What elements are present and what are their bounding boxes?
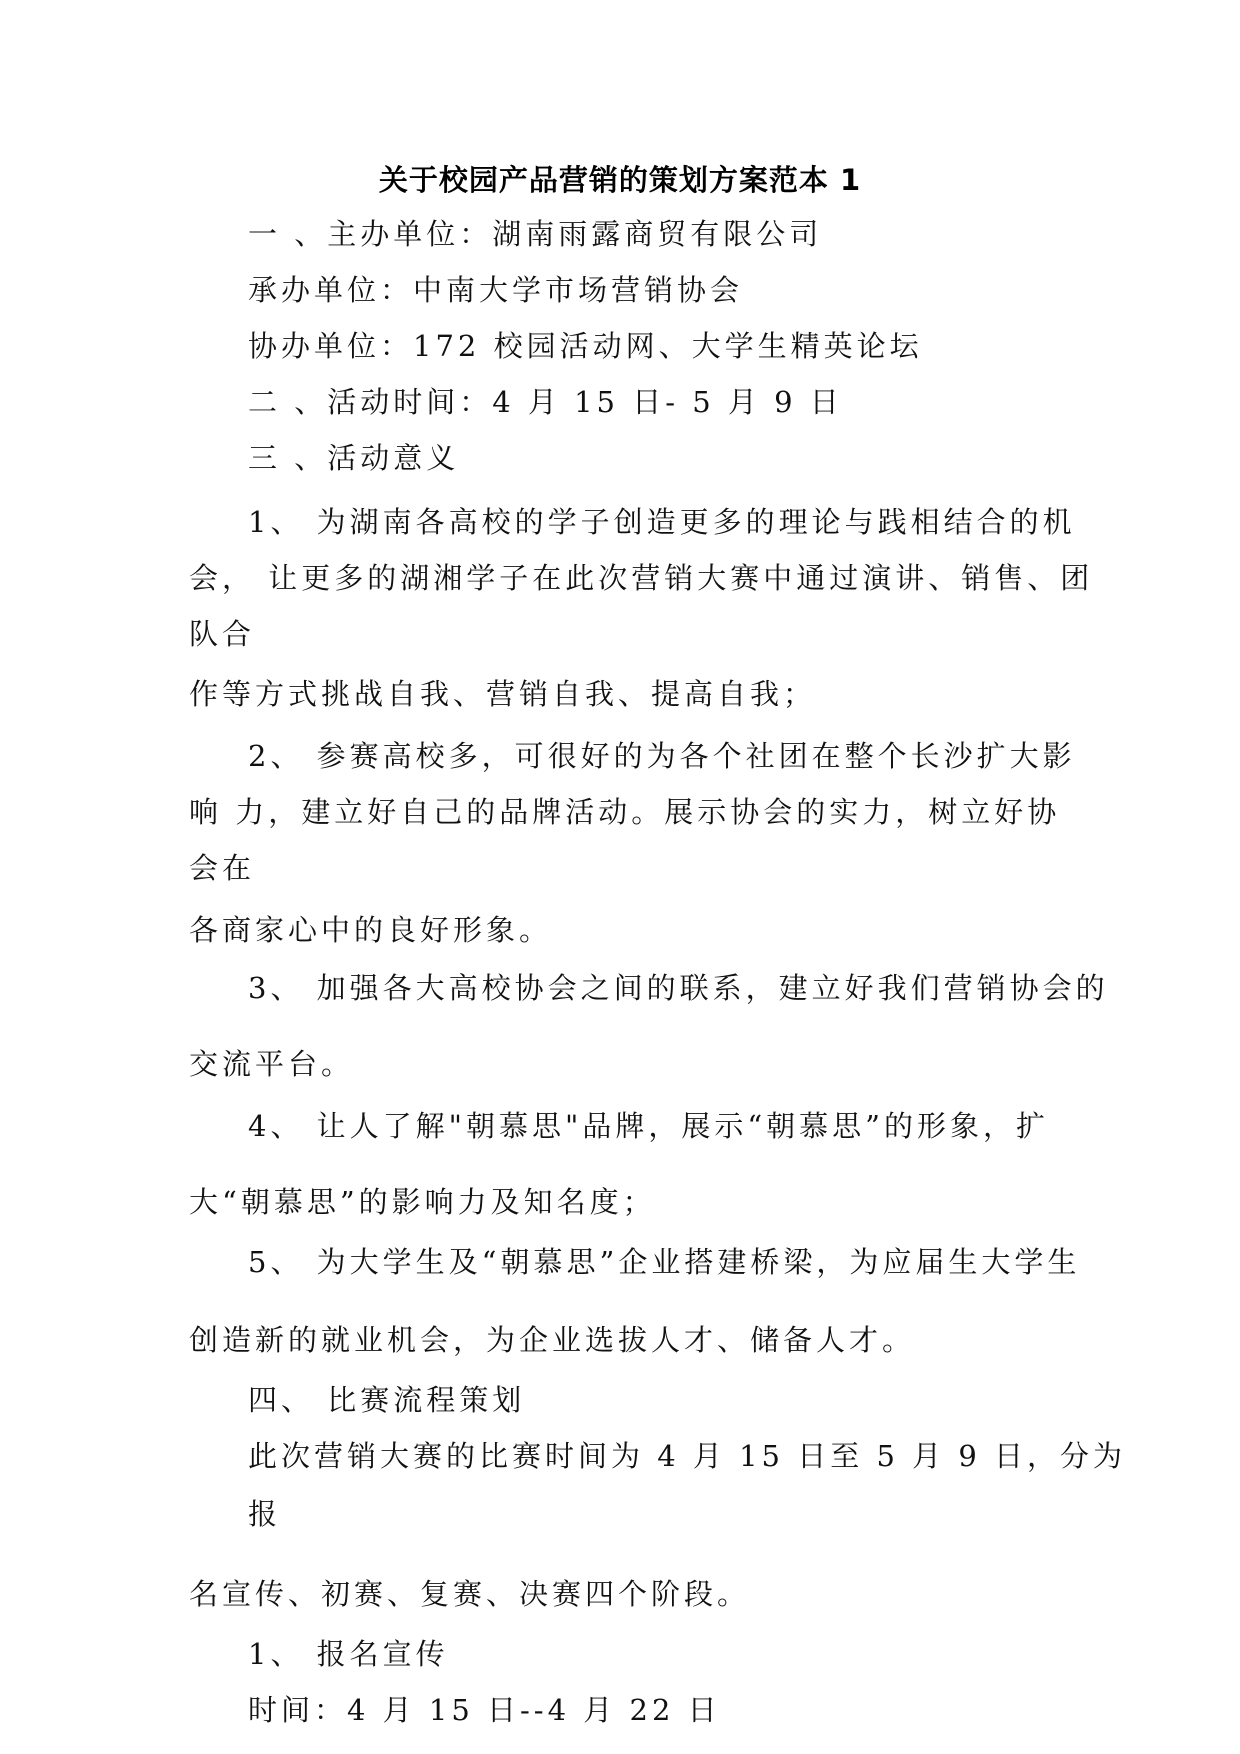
paragraph-line-organizer: 一 、主办单位：湖南雨露商贸有限公司 [248, 217, 823, 251]
paragraph-line: 响 力，建立好自己的品牌活动。展示协会的实力，树立好协 [189, 795, 1061, 829]
paragraph-line: 创造新的就业机会，为企业选拔人才、储备人才。 [189, 1323, 916, 1357]
paragraph-line: 5、 为大学生及“朝慕思”企业搭建桥梁，为应届生大学生 [248, 1245, 1081, 1279]
paragraph-line: 会在 [189, 851, 256, 885]
section-heading-competition-process: 四、 比赛流程策划 [248, 1383, 526, 1417]
paragraph-line-activity-time: 二 、活动时间：4 月 15 日- 5 月 9 日 [248, 385, 843, 419]
paragraph-line: 会， 让更多的湖湘学子在此次营销大赛中通过演讲、销售、团 [189, 561, 1094, 595]
paragraph-line-registration-time: 时间：4 月 15 日--4 月 22 日 [248, 1693, 721, 1727]
paragraph-line: 4、 让人了解"朝慕思"品牌，展示“朝慕思”的形象，扩 [248, 1109, 1049, 1143]
paragraph-line: 各商家心中的良好形象。 [189, 913, 553, 947]
paragraph-line: 队合 [189, 617, 256, 651]
paragraph-line: 名宣传、初赛、复赛、决赛四个阶段。 [189, 1577, 751, 1611]
paragraph-line: 此次营销大赛的比赛时间为 4 月 15 日至 5 月 9 日，分为 [248, 1439, 1127, 1473]
subsection-heading-registration: 1、 报名宣传 [248, 1637, 449, 1671]
paragraph-line: 3、 加强各大高校协会之间的联系，建立好我们营销协会的 [248, 971, 1109, 1005]
paragraph-line: 报 [248, 1497, 282, 1531]
document-title: 关于校园产品营销的策划方案范本 1 [378, 163, 862, 197]
paragraph-line: 1、 为湖南各高校的学子创造更多的理论与践相结合的机 [248, 505, 1076, 539]
paragraph-line: 大“朝慕思”的影响力及知名度； [189, 1185, 656, 1219]
paragraph-line: 作等方式挑战自我、营销自我、提高自我； [189, 677, 817, 711]
section-heading-significance: 三 、活动意义 [248, 441, 460, 475]
paragraph-line-co-organizer: 协办单位：172 校园活动网、大学生精英论坛 [248, 329, 923, 363]
paragraph-line: 2、 参赛高校多，可很好的为各个社团在整个长沙扩大影 [248, 739, 1076, 773]
paragraph-line-undertaker: 承办单位：中南大学市场营销协会 [248, 273, 744, 307]
paragraph-line: 交流平台。 [189, 1047, 355, 1081]
